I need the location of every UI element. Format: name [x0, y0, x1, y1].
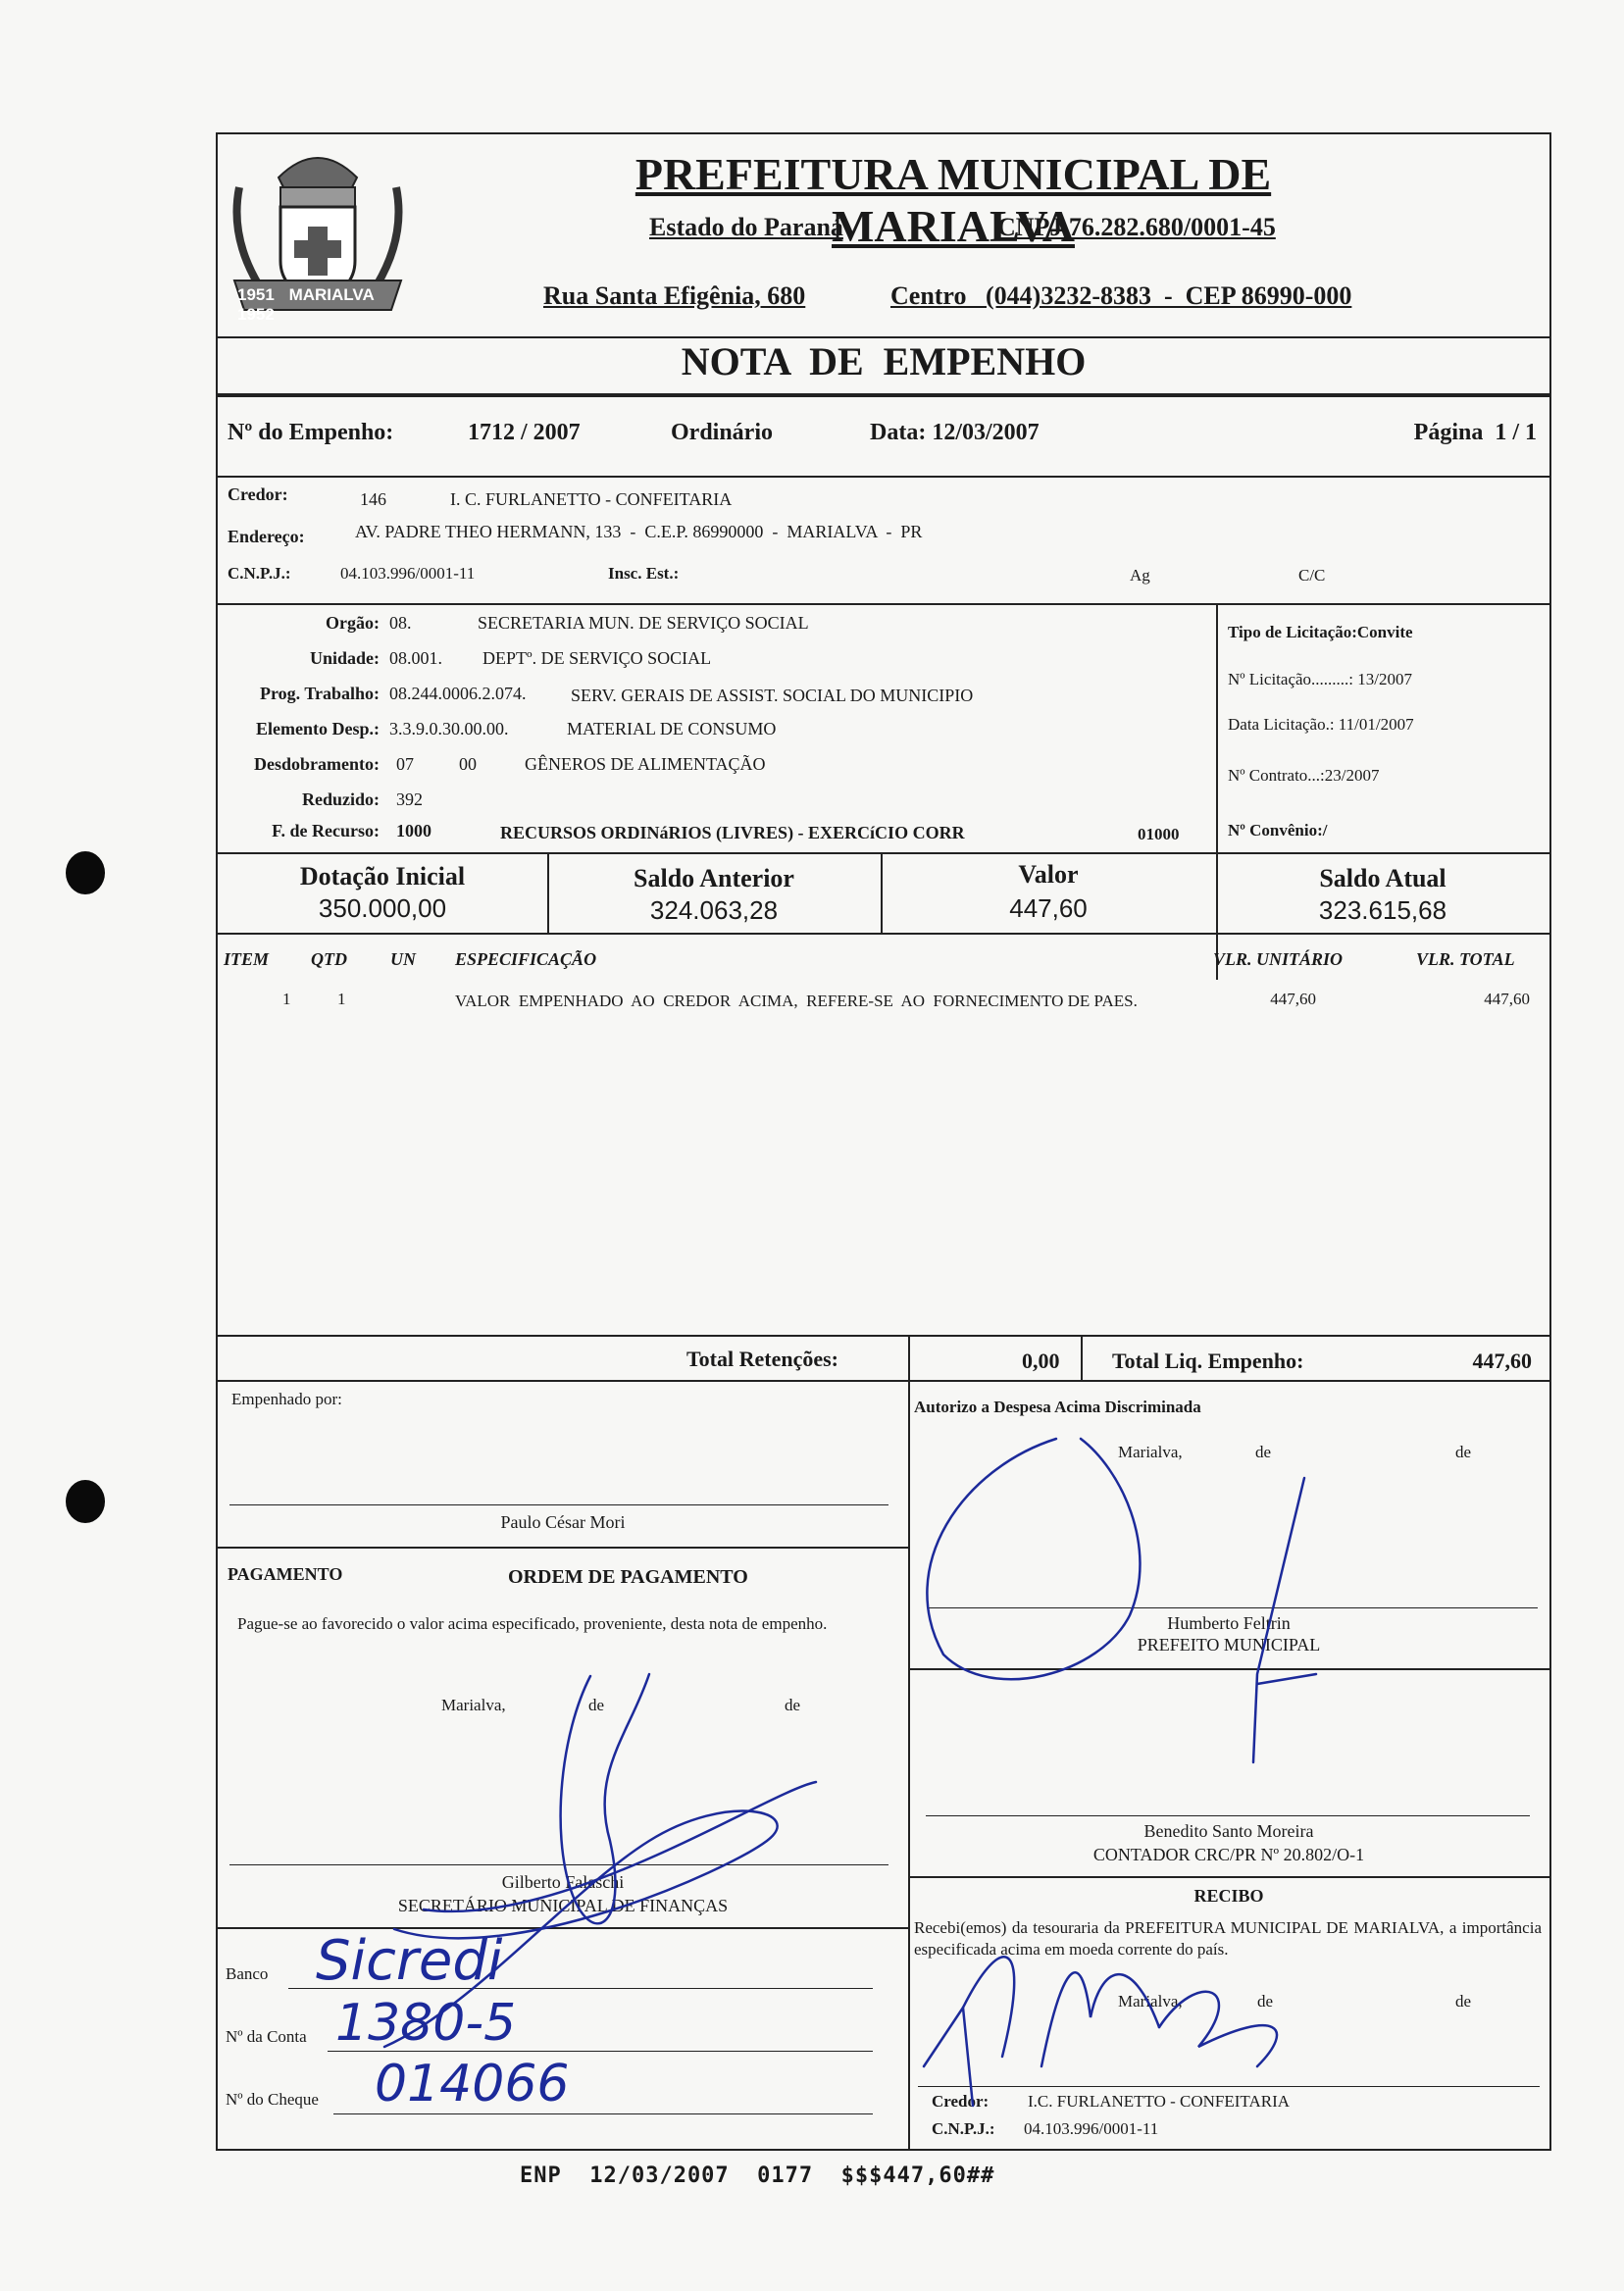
contador-role: CONTADOR CRC/PR Nº 20.802/O-1	[1092, 1845, 1365, 1864]
state-name: Estado do Paraná	[649, 213, 843, 241]
dotacao-value: 350.000,00	[318, 893, 447, 923]
col-header-vlr-unitario: VLR. UNITÁRIO	[1213, 949, 1344, 969]
licitacao-data: Data Licitação.: 11/01/2007	[1228, 715, 1414, 734]
empenho-number-label: Nº do Empenho:	[228, 420, 394, 445]
secretario-name: Gilberto Falaschi	[501, 1872, 625, 1892]
recibo-text: Recebi(emos) da tesouraria da PREFEITURA MUNICIPAL DE MARIALVA, a importância especificada acima em moeda corrente do país.	[914, 1918, 1542, 1959]
prog-name: SERV. GERAIS DE ASSIST. SOCIAL DO MUNICIPIO	[571, 686, 974, 705]
desdobramento-name: GÊNEROS DE ALIMENTAÇÃO	[525, 754, 766, 774]
empenhado-label: Empenhado por:	[231, 1390, 342, 1408]
col-header-vlr-total: VLR. TOTAL	[1416, 949, 1515, 969]
row-qtd: 1	[337, 990, 346, 1008]
empenhado-name: Paulo César Mori	[500, 1512, 626, 1532]
saldo-anterior-label: Saldo Anterior	[634, 864, 794, 892]
saldo-atual-value: 323.615,68	[1318, 895, 1447, 925]
desdobramento-label: Desdobramento:	[254, 754, 380, 774]
authentication-stamp: ENP 12/03/2007 0177 $$$447,60##	[520, 2164, 995, 2188]
cc-label: C/C	[1298, 566, 1326, 585]
municipality-address: Rua Santa Efigênia, 680	[543, 281, 806, 310]
pagamento-label: PAGAMENTO	[228, 1564, 343, 1584]
empenho-type: Ordinário	[671, 420, 774, 445]
credor-cnpj: 04.103.996/0001-11	[340, 564, 476, 583]
reduzido-value: 392	[396, 789, 423, 809]
row-vlr-total: 447,60	[1484, 990, 1530, 1008]
total-retencoes-label: Total Retenções:	[686, 1347, 838, 1371]
orgao-name: SECRETARIA MUN. DE SERVIÇO SOCIAL	[478, 613, 809, 633]
licitacao-tipo: Tipo de Licitação:Convite	[1228, 623, 1413, 641]
punch-hole-bottom	[66, 1480, 105, 1523]
recurso-code2: 01000	[1138, 825, 1180, 843]
contador-name: Benedito Santo Moreira	[1143, 1821, 1314, 1841]
conta-label: Nº da Conta	[226, 2027, 307, 2046]
banco-label: Banco	[226, 1964, 269, 1983]
recibo-cnpj: 04.103.996/0001-11	[1024, 2119, 1159, 2138]
credor-address: AV. PADRE THEO HERMANN, 133 - C.E.P. 86990000 - MARIALVA - PR	[355, 522, 923, 541]
recibo-city: Marialva,	[1118, 1992, 1183, 2011]
crest-banner	[237, 285, 394, 325]
row-especificacao: VALOR EMPENHADO AO CREDOR ACIMA, REFERE-SE AO FORNECIMENTO DE PAES.	[455, 992, 1138, 1010]
autorizo-city: Marialva,	[1118, 1443, 1183, 1461]
recurso-name: RECURSOS ORDINáRIOS (LIVRES) - EXERCíCIO CORR	[500, 823, 965, 842]
row-item: 1	[282, 990, 291, 1008]
licitacao-numero: Nº Licitação.........: 13/2007	[1228, 670, 1412, 688]
col-header-especificacao: ESPECIFICAÇÃO	[455, 949, 597, 969]
unidade-label: Unidade:	[309, 648, 380, 668]
convenio-numero: Nº Convênio:/	[1228, 821, 1328, 840]
pagamento-de1: de	[588, 1696, 605, 1714]
cheque-handwritten: 014066	[375, 2055, 570, 2113]
autorizo-de2: de	[1455, 1443, 1472, 1461]
prog-label: Prog. Trabalho:	[259, 684, 380, 703]
col-header-item: ITEM	[224, 949, 270, 969]
col-header-un: UN	[390, 949, 416, 969]
valor-label: Valor	[1018, 860, 1079, 889]
punch-hole-top	[66, 851, 105, 894]
municipality-cnpj: CNPJ 76.282.680/0001-45	[997, 213, 1276, 241]
page-number: Página 1 / 1	[1413, 420, 1537, 445]
cheque-label: Nº do Cheque	[226, 2090, 319, 2109]
reduzido-label: Reduzido:	[301, 789, 380, 809]
municipality-contact: Centro (044)3232-8383 - CEP 86990-000	[890, 281, 1352, 310]
credor-code: 146	[360, 489, 386, 509]
orgao-code: 08.	[389, 613, 412, 633]
recibo-cnpj-label: C.N.P.J.:	[932, 2119, 995, 2138]
signature-strokes	[218, 1380, 1549, 2149]
pagamento-text: Pague-se ao favorecido o valor acima especificado, proveniente, desta nota de empenho.	[237, 1614, 828, 1633]
credor-label: Credor:	[228, 484, 288, 504]
dotacao-label: Dotação Inicial	[299, 862, 466, 891]
crest-name: MARIALVA	[288, 285, 375, 304]
desdobramento-b: 00	[459, 754, 477, 774]
recibo-credor-label: Credor:	[932, 2092, 990, 2111]
crest-year-left: 1951	[237, 285, 275, 304]
total-retencoes-value: 0,00	[1022, 1349, 1060, 1373]
form-frame	[216, 132, 1551, 2151]
autorizo-title: Autorizo a Despesa Acima Discriminada	[914, 1398, 1201, 1416]
contrato-numero: Nº Contrato...:23/2007	[1228, 766, 1380, 785]
insc-est-label: Insc. Est.:	[608, 564, 680, 583]
col-header-qtd: QTD	[311, 949, 347, 969]
banco-handwritten: Sicredi	[316, 1929, 503, 1993]
ordem-pagamento-title: ORDEM DE PAGAMENTO	[508, 1566, 748, 1588]
credor-name: I. C. FURLANETTO - CONFEITARIA	[450, 489, 733, 509]
recurso-label: F. de Recurso:	[272, 821, 380, 840]
recibo-de1: de	[1257, 1992, 1274, 2011]
elemento-code: 3.3.9.0.30.00.00.	[389, 719, 509, 738]
prefeito-name: Humberto Feltrin	[1167, 1613, 1291, 1633]
row-vlr-unitario: 447,60	[1270, 990, 1316, 1008]
empenho-number: 1712 / 2007	[468, 420, 581, 445]
credor-cnpj-label: C.N.P.J.:	[228, 564, 291, 583]
recibo-title: RECIBO	[1193, 1886, 1264, 1906]
saldo-anterior-value: 324.063,28	[649, 895, 779, 925]
total-liquido-value: 447,60	[1472, 1349, 1532, 1373]
desdobramento-a: 07	[396, 754, 414, 774]
secretario-role: SECRETÁRIO MUNICIPAL DE FINANÇAS	[397, 1896, 729, 1915]
orgao-label: Orgão:	[326, 613, 380, 633]
pagamento-city: Marialva,	[441, 1696, 506, 1714]
ag-label: Ag	[1130, 566, 1150, 585]
address-label: Endereço:	[228, 527, 305, 546]
prefeito-role: PREFEITO MUNICIPAL	[1137, 1635, 1321, 1655]
empenho-date: Data: 12/03/2007	[870, 420, 1040, 445]
valor-value: 447,60	[1009, 893, 1088, 923]
elemento-label: Elemento Desp.:	[256, 719, 380, 738]
unidade-name: DEPTº. DE SERVIÇO SOCIAL	[482, 648, 712, 668]
total-liquido-label: Total Liq. Empenho:	[1112, 1349, 1304, 1373]
recibo-credor-name: I.C. FURLANETTO - CONFEITARIA	[1028, 2092, 1291, 2111]
unidade-code: 08.001.	[389, 648, 442, 668]
prog-code: 08.244.0006.2.074.	[389, 684, 527, 703]
saldo-atual-label: Saldo Atual	[1319, 864, 1446, 892]
document-title: NOTA DE EMPENHO	[681, 339, 1087, 383]
elemento-name: MATERIAL DE CONSUMO	[567, 719, 777, 738]
autorizo-de1: de	[1255, 1443, 1272, 1461]
pagamento-de2: de	[785, 1696, 801, 1714]
recibo-de2: de	[1455, 1992, 1472, 2011]
recurso-code: 1000	[396, 821, 431, 840]
crest-year-right: 1952	[237, 305, 275, 324]
municipality-title: PREFEITURA MUNICIPAL DE MARIALVA	[634, 149, 1272, 251]
conta-handwritten: 1380-5	[335, 1994, 517, 2053]
